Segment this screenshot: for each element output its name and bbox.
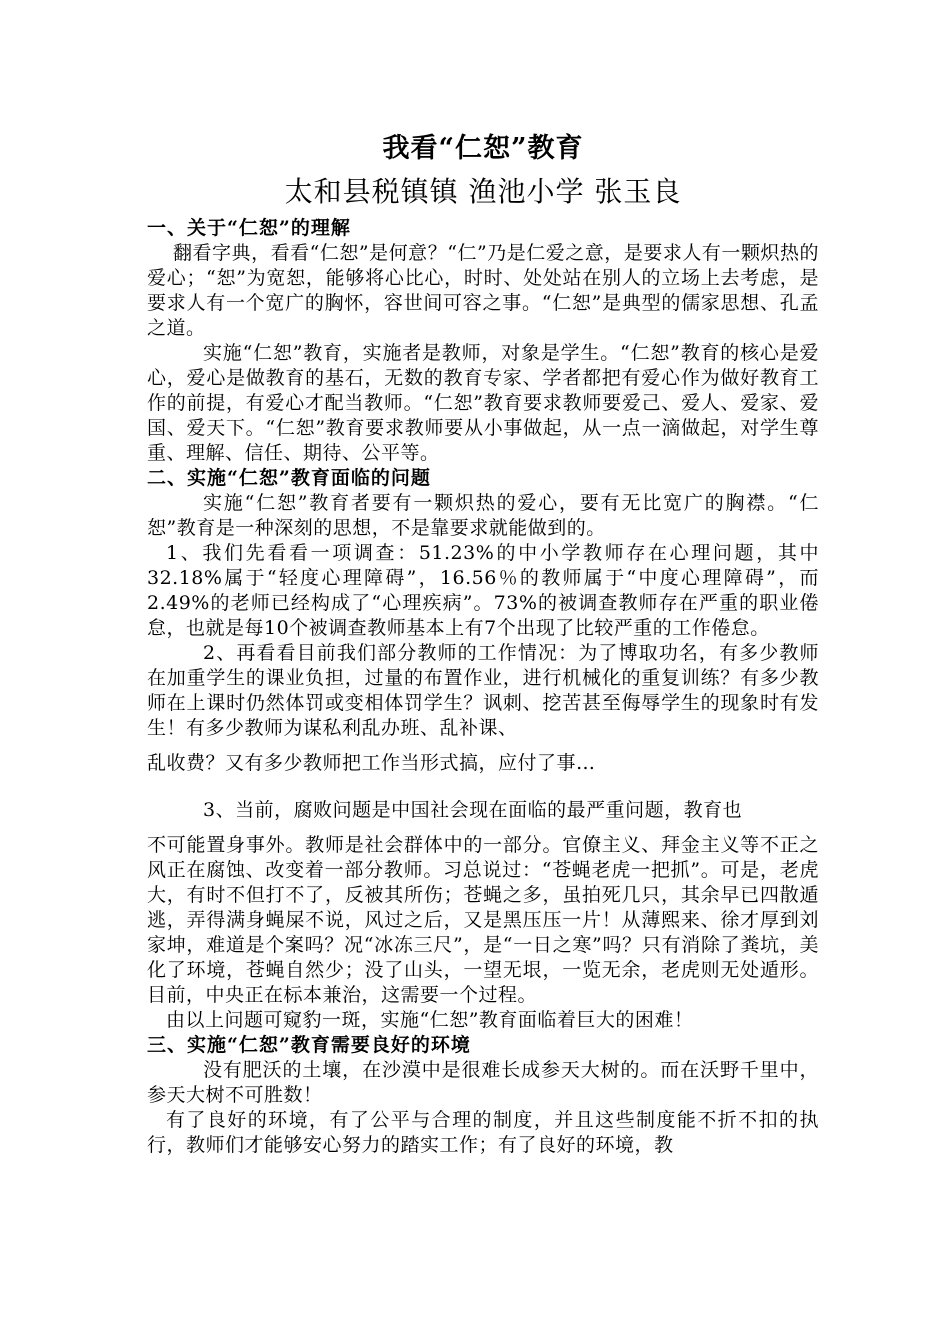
section-2-paragraph-4-continued: 不可能置身事外。教师是社会群体中的一部分。官僚主义、拜金主义等不正之风正在腐蚀、改变着一部分教师。习总说过：“苍蝇老虎一把抓”。可是，老虎大，有时不但打不了，反被其所伤；苍蝇之多，虽拍死几只，其余早已四散遁逃，弄得满身蝇屎不说，风过之后，又是黑压压一片！从薄熙来、徐才厚到刘家坤，难道是个案吗？况“冰冻三尺”，是“一日之寒”吗？只有消除了粪坑，美化了环境，苍蝇自然少；没了山头，一望无垠，一览无余，老虎则无处遁形。目前，中央正在标本兼治，这需要一个过程。 — [147, 834, 819, 1006]
section-2-heading: 二、实施“仁恕”教育面临的问题 — [147, 467, 431, 489]
section-2-paragraph-4: 3、当前，腐败问题是中国社会现在面临的最严重问题，教育也 — [203, 799, 743, 821]
section-2-paragraph-1: 实施“仁恕”教育者要有一颗炽热的爱心，要有无比宽广的胸襟。“仁恕”教育是一种深刻的思想，不是靠要求就能做到的。 — [147, 492, 819, 539]
section-2-paragraph-3-continued: 乱收费？又有多少教师把工作当形式搞，应付了事… — [147, 752, 596, 774]
section-3-paragraph-2: 有了良好的环境，有了公平与合理的制度，并且这些制度能不折不扣的执行，教师们才能够安心努力的踏实工作；有了良好的环境，教 — [147, 1109, 819, 1156]
author-line: 太和县税镇镇 渔池小学 张玉良 — [284, 175, 682, 208]
section-1-paragraph-2: 实施“仁恕”教育，实施者是教师，对象是学生。“仁恕”教育的核心是爱心，爱心是做教育的基石，无数的教育专家、学者都把有爱心作为做好教育工作的前提，有爱心才配当教师。“仁恕”教育要求教师要爱己、爱人、爱家、爱国、爱天下。“仁恕”教育要求教师要从小事做起，从一点一滴做起，对学生尊重、理解、信任、期待、公平等。 — [147, 342, 819, 464]
section-1-heading: 一、关于“仁恕”的理解 — [147, 217, 351, 239]
section-2-paragraph-3: 2、再看看目前我们部分教师的工作情况：为了博取功名，有多少教师在加重学生的课业负担，过量的布置作业，进行机械化的重复训练？有多少教师在上课时仍然体罚或变相体罚学生？讽刺、挖苦甚至侮辱学生的现象时有发生！有多少教师为谋私利乱办班、乱补课、 — [147, 642, 819, 739]
section-2-paragraph-5: 由以上问题可窥豹一斑，实施“仁恕”教育面临着巨大的困难！ — [166, 1009, 694, 1031]
section-3-heading: 三、实施“仁恕”教育需要良好的环境 — [147, 1034, 471, 1056]
section-2-paragraph-2: 1、我们先看看一项调查：51.23%的中小学教师存在心理问题，其中32.18%属于“轻度心理障碍”，16.56％的教师属于“中度心理障碍”，而2.49%的老师已经构成了“心理疾病”。73%的被调查教师存在严重的职业倦怠，也就是每10个被调查教师基本上有7个出现了比较严重的工作倦怠。 — [147, 542, 819, 639]
document-page — [147, 128, 819, 1158]
document-title: 我看“仁恕”教育 — [382, 133, 584, 164]
section-3-paragraph-1: 没有肥沃的土壤，在沙漠中是很难长成参天大树的。而在沃野千里中，参天大树不可胜数！ — [147, 1059, 819, 1106]
section-1-paragraph-1: 翻看字典，看看“仁恕”是何意？“仁”乃是仁爱之意，是要求人有一颗炽热的爱心；“恕”为宽恕，能够将心比心，时时、处处站在别人的立场上去考虑，是要求人有一个宽广的胸怀，容世间可容之事。“仁恕”是典型的儒家思想、孔孟之道。 — [147, 242, 819, 339]
